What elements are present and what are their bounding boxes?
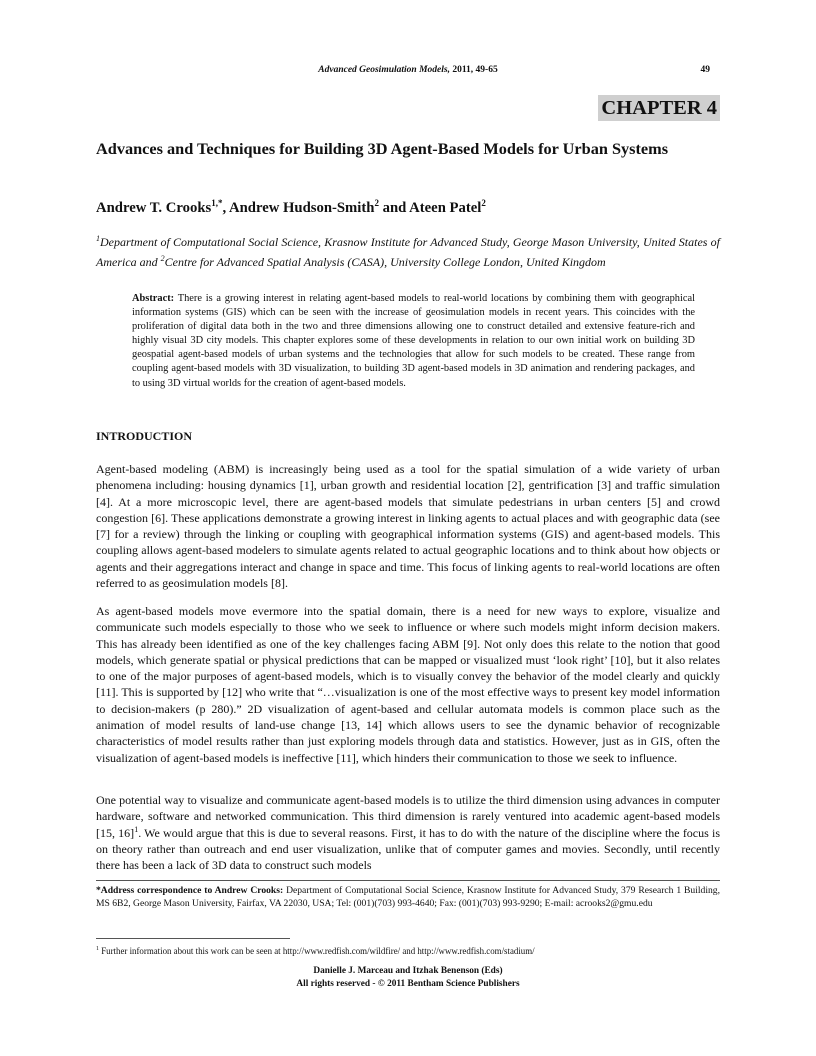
author-name: Ateen Patel: [409, 199, 482, 216]
paper-title: Advances and Techniques for Building 3D Agent-Based Models for Urban Systems: [96, 139, 669, 158]
affiliation-text: Department of Computational Social Science, Krasnow Institute for Advanced Study, George Mason University, United States of America and: [96, 235, 720, 269]
author-affiliation-mark: 2: [374, 198, 379, 208]
affiliation-mark: 2: [160, 253, 165, 263]
author-separator: ,: [222, 199, 230, 216]
footnote-marker: 1: [134, 824, 139, 834]
author-name: Andrew T. Crooks: [96, 199, 212, 216]
affiliation-mark: 1: [96, 234, 100, 243]
paragraph-text: One potential way to visualize and communicate agent-based models is to utilize the third dimension using advances in computer hardware, software and networked communication. This third dimension is rarely ventured into academic agent-based models [15, 16]: [96, 793, 720, 840]
abstract-text: There is a growing interest in relating agent-based models to real-world locations by combining them with geographical information systems (GIS) which can be seen with the increase of geosimulation models in recent years. This coincides with the proliferation of digital data both in the two and three dimensions allowing one to construct detailed and extensive feature-rich and highly visual 3D city models. This chapter explores some of these developments in relation to our own initial work on building 3D geospatial agent-based models of urban systems and the technologies that allow for such models to be created. These range from coupling agent-based models with 3D visualization, to building 3D agent-based models in 3D animation and rendering packages, and to using 3D virtual worlds for the creation of agent-based models.: [132, 293, 695, 389]
correspondence-note: [96, 885, 720, 911]
body-paragraph: [96, 792, 720, 873]
author-affiliation-mark: 1,*: [211, 198, 223, 208]
affiliations: [96, 231, 720, 270]
correspondence-text: Department of Computational Social Science, Krasnow Institute for Advanced Study, 379 Research 1 Building, MS 6B2, George Mason University, Fairfax, VA 22030, USA; Tel: (001)(703) 993-4640; Fax: (001)(703) 993-9290; E-mail: acrooks2@gmu.edu: [96, 885, 720, 909]
footnote-divider: [96, 880, 720, 881]
chapter-label: CHAPTER 4: [598, 95, 720, 121]
body-paragraph: Agent-based modeling (ABM) is increasingly being used as a tool for the spatial simulation of a wide variety of urban phenomena including: housing dynamics [1], urban growth and residential location [2], gentrification [3] and traffic simulation [4]. At a more microscopic level, there are agent-based models that simulate pedestrians in urban centers [5] and crowd congestion [6]. These applications demonstrate a growing interest in linking agents to actual places and with geographic data (see [7] for a review) through the linking or coupling with geographical information systems (GIS) and agent-based models. This coupling allows agent-based modelers to simulate agents related to actual geographic locations and to think about how objects or agents and their aggregations interact and change in space and time. This focus of linking agents to real-world locations are often referred to as geosimulation models [8].: [96, 462, 720, 591]
paper-page: [96, 0, 720, 1056]
author-affiliation-mark: 2: [481, 198, 486, 208]
journal-citation: [96, 65, 720, 75]
rights-line: All rights reserved - © 2011 Bentham Science Publishers: [296, 978, 520, 989]
body-paragraph: As agent-based models move evermore into the spatial domain, there is a need for new ways to explore, visualize and communicate such models especially to those who we seek to influence or where such models might inform decision makers. This has already been identified as one of the key challenges facing ABM [9]. Not only does this relate to the notion that good models, which generate spatial or physical predictions that can be mapped or visualized must ‘look right’ [10], but it also relates to one of the major purposes of agent-based models, which is to visually convey the behavior of the model clearly and quickly [11]. This is supported by [12] who write that “…visualization is one of the most effective ways to present key model information to decision-makers (p 280).” 2D visualization of agent-based and cellular automata models is common place such as the animation of model results of land-use change [13, 14] which allows users to see the dynamic behavior of recognizable characteristics of model results rather than just exploring models through data and statistics. However, just as in GIS, often the visualization of agent-based models is ineffective [11], which hinders their communication to those we seek to influence.: [96, 604, 720, 765]
editors-line: Danielle J. Marceau and Itzhak Benenson (Eds): [313, 966, 503, 976]
author-name: Andrew Hudson-Smith: [229, 199, 375, 216]
journal-title: Advanced Geosimulation Models,: [318, 65, 450, 75]
author-list: [96, 198, 486, 217]
section-heading: INTRODUCTION: [96, 429, 193, 443]
journal-details: 2011, 49-65: [452, 65, 498, 75]
paragraph-text: . We would argue that this is due to several reasons. First, it has to do with the nature of the discipline where the focus is on theory rather than outreach and end user visualization, unlike that of computer games and movies. Secondly, until recently there has been a lack of 3D data to construct such models: [96, 825, 720, 873]
abstract: [132, 292, 695, 391]
footnote-rule: [96, 938, 290, 939]
page-number: 49: [700, 65, 710, 75]
abstract-label: Abstract:: [132, 293, 175, 304]
footnote-text: Further information about this work can be seen at http://www.redfish.com/wildfire/ and http://www.redfish.com/stadium/: [99, 946, 535, 956]
footnote-number: 1: [96, 946, 99, 953]
footnote: [96, 946, 720, 956]
affiliation-text: Centre for Advanced Spatial Analysis (CASA), University College London, United Kingdom: [164, 254, 606, 269]
running-head: [96, 65, 720, 79]
publisher-block: [96, 965, 720, 990]
correspondence-label: *Address correspondence to Andrew Crooks:: [96, 885, 284, 896]
author-separator: and: [378, 199, 410, 216]
